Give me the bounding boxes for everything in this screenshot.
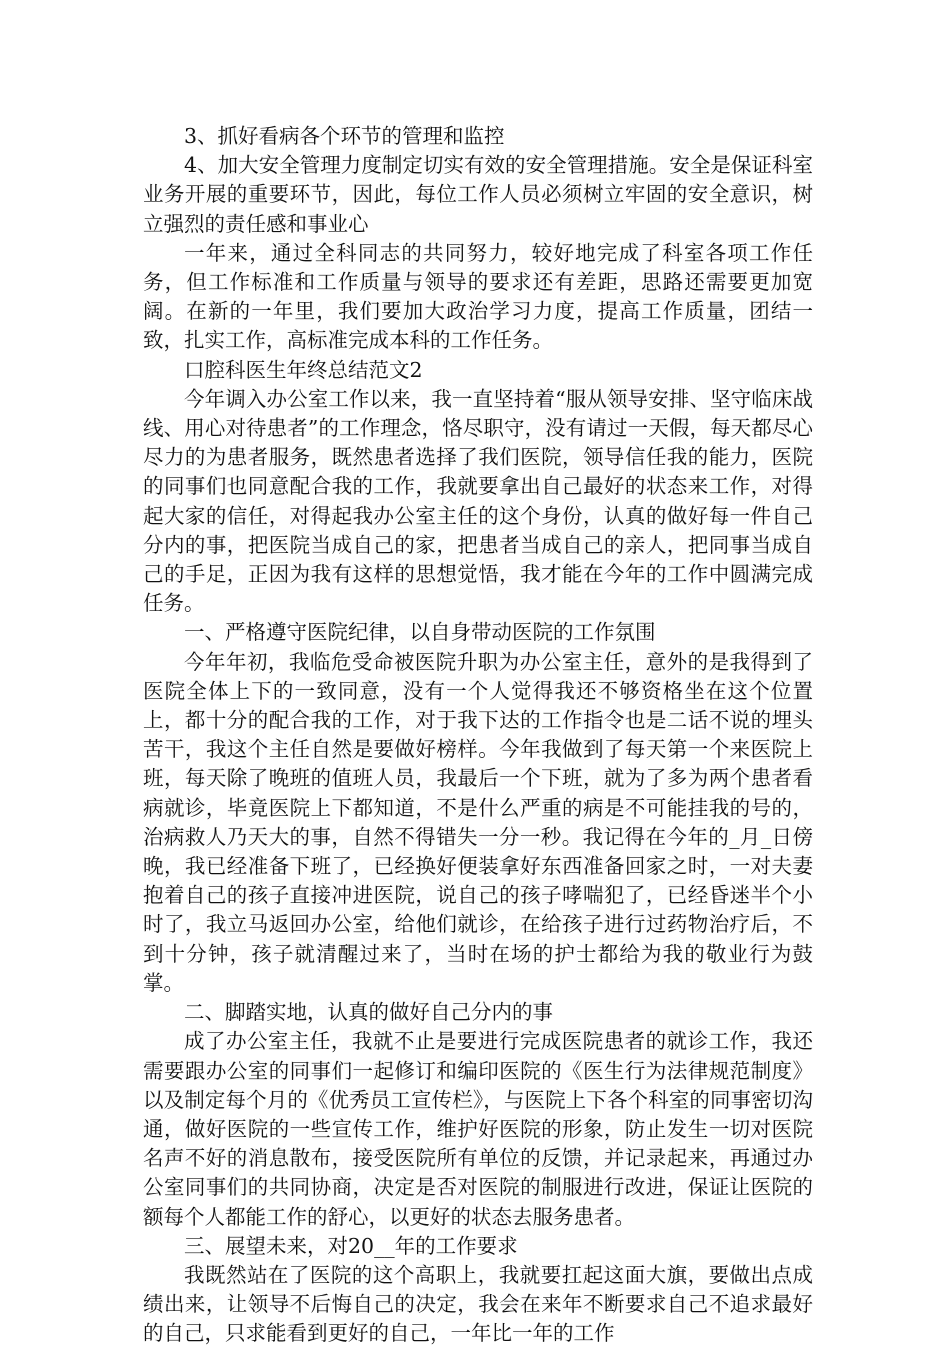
- heading-section-3: 三、展望未来，对20__年的工作要求: [184, 1233, 518, 1258]
- paragraph-intro: 今年调入办公室工作以来，我一直坚持着“服从领导安排、坚守临床战线、用心对待患者”的工作理念，恪尽职守，没有请过一天假，每天都尽心尽力的为患者服务，既然患者选择了我们医院，领导信任我的能力，医院的同事们也同意配合我的工作，我就要拿出自己最好的状态来工作，对得起大家的信任，对得起我办公室主任的这个身份，认真的做好每一件自己分内的事，把医院当成自己的家，把患者当成自己的亲人，把同事当成自己的手足，正因为我有这样的思想觉悟，我才能在今年的工作中圆满完成任务。: [143, 386, 813, 616]
- paragraph-section-3: 我既然站在了医院的这个高职上，我就要扛起这面大旗，要做出点成绩出来，让领导不后悔自己的决定，我会在来年不断要求自己不追求最好的自己，只求能看到更好的自己，一年比一年的工作: [143, 1262, 813, 1346]
- heading-section-2: 二、脚踏实地，认真的做好自己分内的事: [184, 1000, 553, 1025]
- paragraph-section-2: 成了办公室主任，我就不止是要进行完成医院患者的就诊工作，我还需要跟办公室的同事们一起修订和编印医院的《医生行为法律规范制度》以及制定每个月的《优秀员工宣传栏》，与医院上下各个科室的同事密切沟通，做好医院的一些宣传工作，维护好医院的形象，防止发生一切对医院名声不好的消息散布，接受医院所有单位的反馈，并记录起来，再通过办公室同事们的共同协商，决定是否对医院的制服进行改进，保证让医院的额每个人都能工作的舒心，以更好的状态去服务患者。: [143, 1029, 813, 1229]
- document-body: [143, 122, 813, 1349]
- paragraph-section-1: 今年年初，我临危受命被医院升职为办公室主任，意外的是我得到了医院全体上下的一致同意，没有一个人觉得我还不够资格坐在这个位置上，都十分的配合我的工作，对于我下达的工作指令也是二话不说的埋头苦干，我这个主任自然是要做好榜样。今年我做到了每天第一个来医院上班，每天除了晚班的值班人员，我最后一个下班，就为了多为两个患者看病就诊，毕竟医院上下都知道，不是什么严重的病是不可能挂我的号的，治病救人乃天大的事，自然不得错失一分一秒。我记得在今年的_月_日傍晚，我已经准备下班了，已经换好便装拿好东西准备回家之时，一对夫妻抱着自己的孩子直接冲进医院，说自己的孩子哮喘犯了，已经昏迷半个小时了，我立马返回办公室，给他们就诊，在给孩子进行过药物治疗后，不到十分钟，孩子就清醒过来了，当时在场的护士都给为我的敬业行为鼓掌。: [143, 649, 813, 995]
- heading-section-1: 一、严格遵守医院纪律，以自身带动医院的工作氛围: [184, 620, 656, 645]
- paragraph-item-3: 3、抓好看病各个环节的管理和监控: [184, 124, 505, 148]
- paragraph-item-4: 4、加大安全管理力度制定切实有效的安全管理措施。安全是保证科室业务开展的重要环节，因此，每位工作人员必须树立牢固的安全意识，树立强烈的责任感和事业心: [143, 153, 813, 236]
- section-title-sample-2: 口腔科医生年终总结范文2: [184, 357, 423, 382]
- paragraph-year-review: 一年来，通过全科同志的共同努力，较好地完成了科室各项工作任务，但工作标准和工作质量与领导的要求还有差距，思路还需要更加宽阔。在新的一年里，我们要加大政治学习力度，提高工作质量，团结一致，扎实工作，高标准完成本科的工作任务。: [143, 240, 813, 353]
